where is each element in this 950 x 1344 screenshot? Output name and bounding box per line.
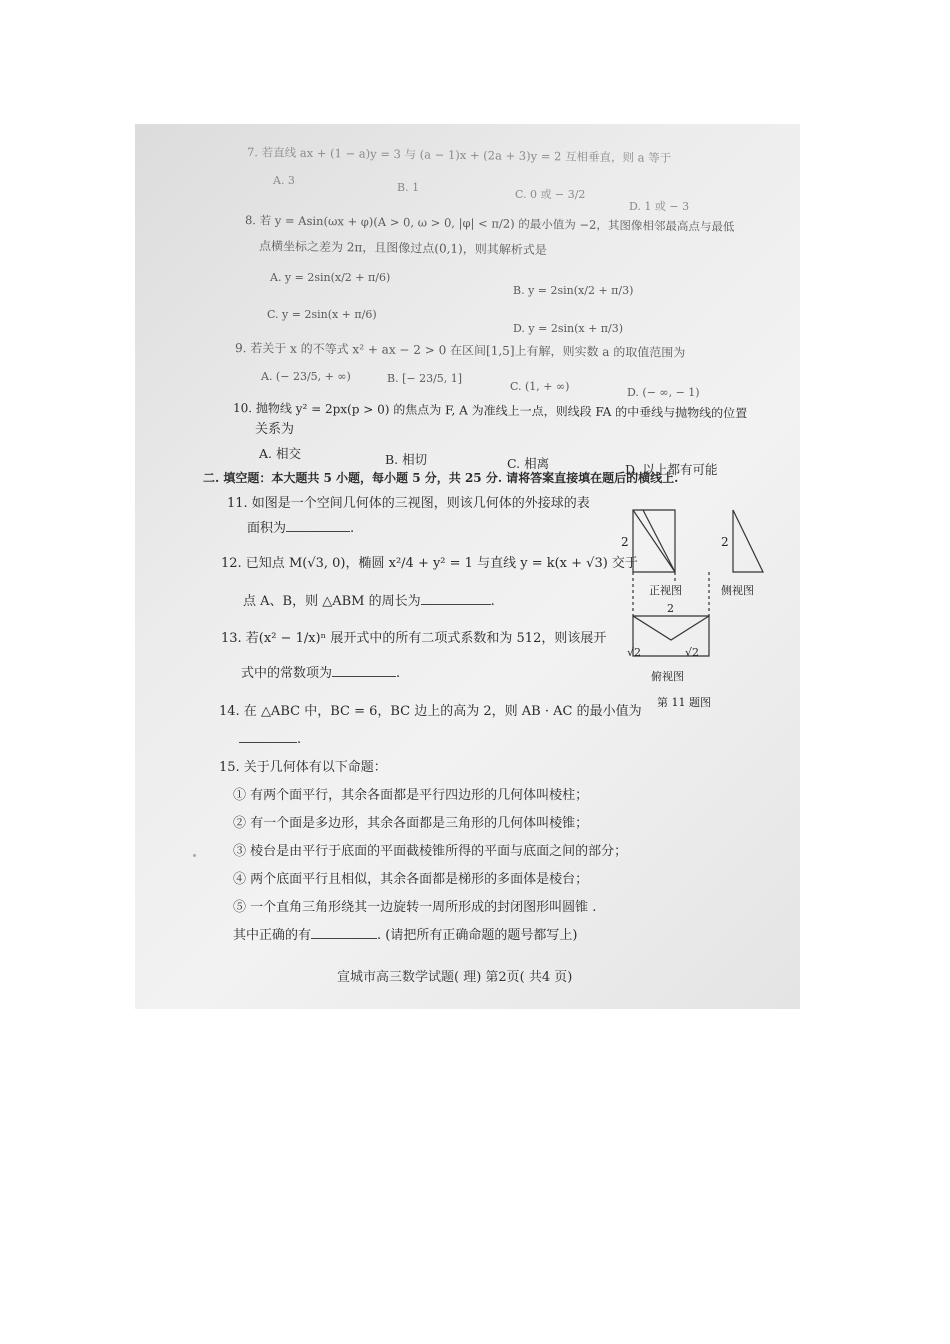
- front-view-diagonal-1: [633, 510, 675, 572]
- top-view-dim-sqrt-right: √2: [685, 646, 700, 659]
- q8-stem: 8. 若 y = Asin(ωx + φ)(A > 0, ω > 0, |φ| < π/2) 的最小值为 −2，其图像相邻最高点与最低: [244, 213, 735, 234]
- q15-item-3: ③ 棱台是由平行于底面的平面截棱锥所得的平面与底面之间的部分；: [233, 844, 628, 859]
- q15-stem: 15. 关于几何体有以下命题：: [219, 760, 387, 775]
- q11-line-2: 面积为 .: [247, 521, 355, 536]
- q10-stem-2: 关系为: [255, 422, 295, 437]
- q8-stem-2: 点横坐标之差为 2π，且图像过点(0,1)，则其解析式是: [258, 239, 547, 258]
- q15-item-1: ① 有两个面平行，其余各面都是平行四边形的几何体叫棱柱；: [233, 788, 589, 803]
- q11-line-1: 11. 如图是一个空间几何体的三视图，则该几何体的外接球的表: [227, 496, 590, 511]
- q15-item-5: ⑤ 一个直角三角形绕其一边旋转一周所形成的封闭图形叫圆锥 .: [233, 900, 597, 915]
- q8-option-b: B. y = 2sin(x/2 + π/3): [513, 284, 634, 297]
- section-2-heading: 二. 填空题：本大题共 5 小题，每小题 5 分，共 25 分. 请将答案直接填在题后的横线上.: [203, 471, 679, 485]
- q10-option-b: B. 相切: [385, 452, 428, 467]
- q10-option-d: D. 以上都有可能: [625, 462, 718, 477]
- q9-option-d: D. (− ∞, − 1): [627, 386, 700, 399]
- top-view-dim-sqrt-left: √2: [627, 646, 642, 659]
- q12-line-2: 点 A、B，则 △ABM 的周长为 .: [243, 594, 495, 609]
- q10-option-a: A. 相交: [259, 446, 301, 461]
- top-view-triangle: [633, 616, 709, 640]
- top-view-dim: 2: [667, 602, 674, 615]
- q8-option-a: A. y = 2sin(x/2 + π/6): [270, 271, 391, 284]
- q15-item-2: ② 有一个面是多边形，其余各面都是三角形的几何体叫棱锥；: [233, 816, 589, 831]
- three-view-figure: [613, 504, 773, 724]
- exam-page-photo: [135, 124, 800, 1009]
- q7-option-c: C. 0 或 − 3/2: [515, 188, 586, 201]
- q9-stem: 9. 若关于 x 的不等式 x² + ax − 2 > 0 在区间[1,5]上有解，则实数 a 的取值范围为: [234, 341, 686, 360]
- q12-line-1: 12. 已知点 M(√3, 0)，椭圆 x²/4 + y² = 1 与直线 y = k(x + √3) 交于: [221, 556, 638, 571]
- q15-answer-line: 其中正确的有 . (请把所有正确命题的题号都写上): [233, 928, 578, 943]
- page-footer: 宣城市高三数学试题( 理) 第2页( 共4 页): [337, 970, 573, 985]
- q14-line-1: 14. 在 △ABC 中，BC = 6，BC 边上的高为 2，则 AB · AC 的最小值为: [219, 704, 642, 719]
- q8-option-c: C. y = 2sin(x + π/6): [267, 308, 377, 321]
- front-view-dim: 2: [621, 535, 629, 549]
- side-view-label: 侧视图: [721, 584, 754, 597]
- q10-stem: 10. 抛物线 y² = 2px(p > 0) 的焦点为 F, A 为准线上一点，则线段 FA 的中垂线与抛物线的位置: [232, 401, 748, 421]
- q13-line-2: 式中的常数项为 .: [241, 666, 401, 681]
- q7-stem: 7. 若直线 ax + (1 − a)y = 3 与 (a − 1)x + (2a + 3)y = 2 互相垂直，则 a 等于: [246, 145, 672, 165]
- side-view-dim: 2: [721, 535, 729, 549]
- front-view-label: 正视图: [649, 584, 682, 597]
- scan-speck: [193, 854, 196, 857]
- q8-option-d: D. y = 2sin(x + π/3): [513, 322, 624, 335]
- q7-option-d: D. 1 或 − 3: [629, 200, 690, 213]
- front-view-diagonal-2: [643, 510, 675, 572]
- q14-blank: .: [239, 732, 301, 748]
- q13-line-1: 13. 若(x² − 1/x)ⁿ 展开式中的所有二项式系数和为 512，则该展开: [221, 631, 607, 646]
- top-view-label: 俯视图: [651, 670, 684, 683]
- side-view-triangle: [733, 510, 763, 572]
- figure-caption: 第 11 题图: [657, 696, 711, 709]
- q9-option-a: A. (− 23/5, + ∞): [261, 370, 351, 383]
- q9-option-c: C. (1, + ∞): [510, 380, 570, 393]
- q10-option-c: C. 相离: [507, 456, 550, 471]
- q15-item-4: ④ 两个底面平行且相似，其余各面都是梯形的多面体是棱台；: [233, 872, 589, 887]
- q7-option-a: A. 3: [273, 174, 295, 187]
- q7-option-b: B. 1: [397, 181, 420, 194]
- q9-option-b: B. [− 23/5, 1]: [387, 372, 463, 385]
